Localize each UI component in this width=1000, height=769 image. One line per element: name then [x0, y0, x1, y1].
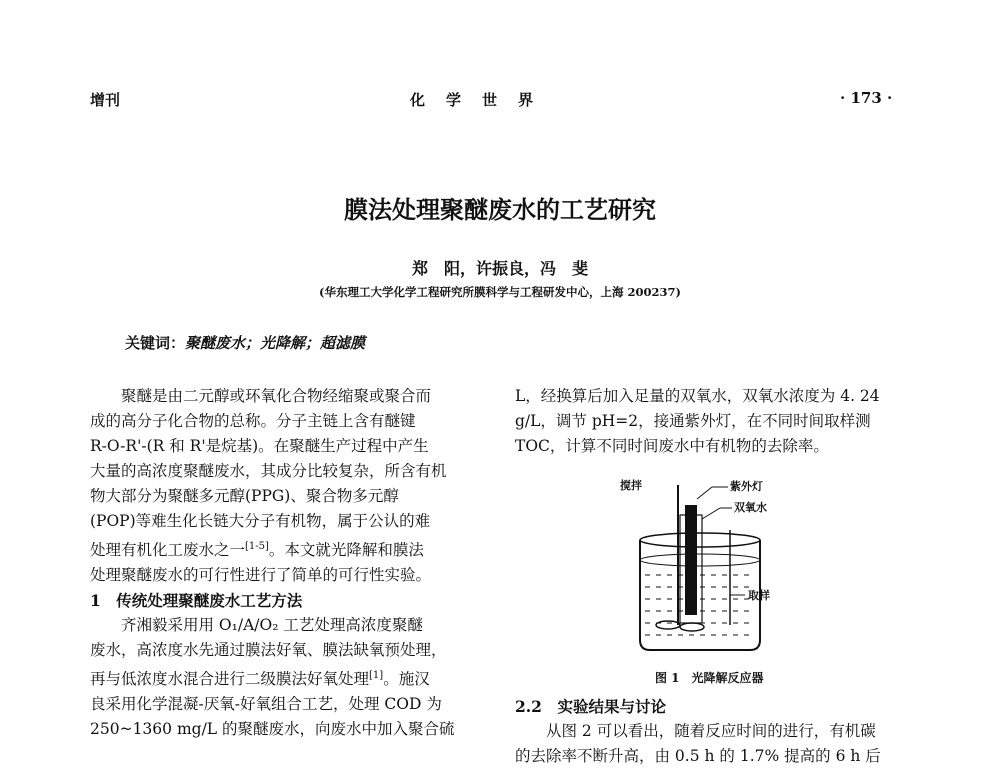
paragraph-line: TOC，计算不同时间废水中有机物的去除率。 — [515, 437, 829, 455]
liquid-surface — [640, 554, 760, 566]
label-stir: 搅拌 — [620, 479, 642, 492]
paragraph-line: 处理聚醚废水的可行性进行了简单的可行性实验。 — [90, 566, 432, 585]
paragraph-line — [90, 663, 485, 692]
line-text: 。本文就光降解和膜法 — [268, 541, 424, 560]
paragraph-line: 成的高分子化合物的总称。分子主链上含有醚键 — [90, 412, 416, 430]
keywords-label: 关键词： — [125, 334, 186, 352]
paragraph-line: (POP)等难生化长链大分子有机物，属于公认的难 — [90, 512, 431, 530]
paragraph-line: 聚醚是由二元醇或环氧化合物经缩聚或聚合而 — [121, 387, 432, 405]
label-uv-lamp: 紫外灯 — [730, 480, 763, 493]
article-title: 膜法处理聚醚废水的工艺研究 — [344, 195, 656, 224]
paragraph-line: 齐湘毅采用用 O₁/A/O₂ 工艺处理高浓度聚醚 — [121, 616, 423, 635]
journal-name: 化学世界 — [410, 91, 555, 109]
article-affiliation: (华东理工大学化学工程研究所膜科学与工程研发中心，上海 200237) — [319, 285, 681, 299]
paragraph-line: 从图 2 可以看出，随着反应时间的进行，有机碳 — [546, 722, 876, 740]
label-h2o2: 双氧水 — [734, 501, 767, 514]
figure-caption: 图 1 光降解反应器 — [655, 671, 764, 685]
liquid-dashes — [645, 575, 755, 635]
paragraph-line — [90, 534, 485, 563]
stirrer-paddle — [656, 621, 680, 629]
left-column — [90, 384, 485, 742]
section-heading: 1 传统处理聚醚废水工艺方法 — [90, 591, 303, 611]
stirrer-paddle — [680, 623, 704, 631]
beaker-rim — [640, 533, 760, 547]
paragraph-line: g/L，调节 pH=2，接通紫外灯，在不同时间取样测 — [515, 412, 871, 430]
uv-lamp-rod — [685, 505, 697, 615]
paragraph-line: L，经换算后加入足量的双氧水，双氧水浓度为 4. 24 — [515, 387, 880, 405]
article-authors: 郑 阳，许振良，冯 斐 — [411, 259, 588, 278]
right-column — [515, 384, 915, 459]
label-sample: 取样 — [748, 589, 770, 602]
keywords-values: 聚醚废水；光降解；超滤膜 — [185, 334, 366, 352]
reactor-diagram — [620, 475, 800, 660]
page-number: · 173 · — [840, 89, 893, 107]
citation-ref: [1-5] — [245, 541, 269, 552]
paragraph-line: 大量的高浓度聚醚废水，其成分比较复杂，所含有机 — [90, 462, 447, 480]
leader-h2o2 — [702, 508, 720, 519]
line-text: 处理有机化工废水之一 — [90, 541, 246, 560]
paragraph-line: 的去除率不断升高，由 0.5 h 的 1.7% 提高的 6 h 后 — [515, 747, 881, 765]
paragraph-line: 废水，高浓度水先通过膜法好氧、膜法缺氧预处理， — [90, 641, 447, 660]
keywords — [125, 332, 365, 353]
line-text: 再与低浓度水混合进行二级膜法好氧处理 — [90, 670, 370, 689]
line-text: 。施汉 — [383, 670, 430, 689]
paragraph-line: 250~1360 mg/L 的聚醚废水，向废水中加入聚合硫 — [90, 720, 455, 739]
citation-ref: [1] — [369, 670, 384, 682]
right-column-lower — [515, 694, 915, 769]
section-heading: 2.2 实验结果与讨论 — [515, 697, 666, 716]
figure-reactor — [620, 475, 800, 660]
leader-uv — [697, 487, 712, 499]
paragraph-line: R-O-R'-(R 和 R'是烷基)。在聚醚生产过程中产生 — [90, 437, 429, 455]
paragraph-line: 物大部分为聚醚多元醇(PPG)、聚合物多元醇 — [90, 487, 399, 505]
running-header-left: 增刊 — [90, 91, 121, 109]
paragraph-line: 良采用化学混凝-厌氧-好氧组合工艺，处理 COD 为 — [90, 695, 442, 714]
